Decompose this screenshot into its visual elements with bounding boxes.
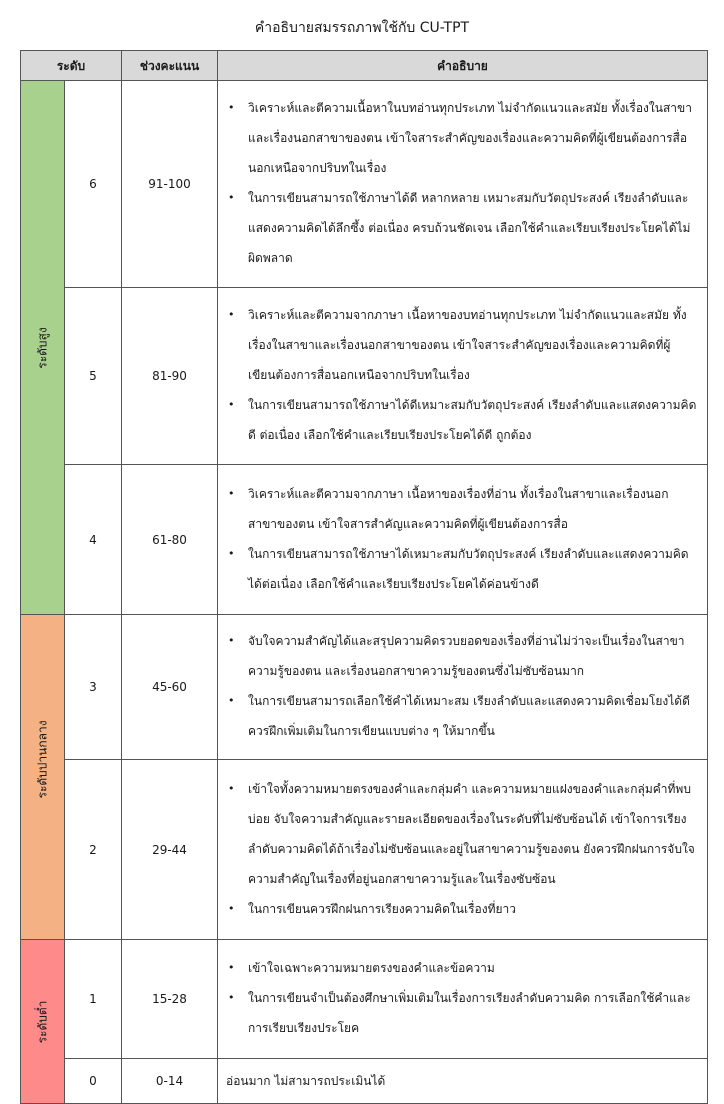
table-row bbox=[21, 1059, 708, 1104]
page-title: คำอธิบายสมรรถภาพใช้กับ CU-TPT bbox=[254, 20, 470, 36]
bullet-item: • ในการเขียนสามารถใช้ภาษาได้ดี หลากหลาย เหมาะสมกับวัตถุประสงค์ เรียงลำดับและแสดงความคิดได้ลึกซึ้ง ต่อเนื่อง ครบถ้วนชัดเจน เลือกใช้คำและเรียบเรียงประโยคได้ไม่ผิดพลาด bbox=[226, 183, 697, 273]
bullet-item: • ในการเขียนจำเป็นต้องศึกษาเพิ่มเติมในเรื่องการเรียงลำดับความคิด การเลือกใช้คำและการเรียบเรียงประโยค bbox=[226, 983, 697, 1043]
table-row bbox=[21, 288, 708, 465]
range-cell: 61-80 bbox=[122, 465, 218, 615]
level-cell: 0 bbox=[65, 1059, 122, 1104]
description-cell bbox=[218, 760, 708, 940]
level-cell: 2 bbox=[65, 760, 122, 940]
band-low bbox=[21, 940, 65, 1104]
bullet-item: • วิเคราะห์และตีความเนื้อหาในบทอ่านทุกประเภท ไม่จำกัดแนวและสมัย ทั้งเรื่องในสาขาและเรื่องนอกสาขาของตน เข้าใจสาระสำคัญของเรื่องและความคิดที่ผู้เขียนต้องการสื่อนอกเหนือจากปริบทในเรื่อง bbox=[226, 93, 697, 183]
band-label: ระดับต่ำ bbox=[35, 1000, 50, 1043]
bullet-item: • ในการเขียนสามารถเลือกใช้คำได้เหมาะสม เรียงลำดับและแสดงความคิดเชื่อมโยงได้ดี ควรฝึกเพิ่มเติมในการเขียนแบบต่าง ๆ ให้มากขึ้น bbox=[226, 686, 697, 746]
range-cell: 91-100 bbox=[122, 81, 218, 288]
level-cell: 1 bbox=[65, 940, 122, 1059]
band-label: ระดับปานกลาง bbox=[35, 720, 50, 799]
description-cell: อ่อนมาก ไม่สามารถประเมินได้ bbox=[218, 1059, 708, 1104]
bullet-item: • ในการเขียนควรฝึกฝนการเรียงความคิดในเรื่องที่ยาว bbox=[226, 894, 697, 924]
range-cell: 45-60 bbox=[122, 615, 218, 760]
table-row bbox=[21, 940, 708, 1059]
level-cell: 4 bbox=[65, 465, 122, 615]
table-row bbox=[21, 760, 708, 940]
header-range: ช่วงคะแนน bbox=[122, 51, 218, 81]
bullet-item: • วิเคราะห์และตีความจากภาษา เนื้อหาของบทอ่านทุกประเภท ไม่จำกัดแนวและสมัย ทั้งเรื่องในสาขาและเรื่องนอกสาขาของตน เข้าใจสาระสำคัญของเรื่องและความคิดที่ผู้เขียนต้องการสื่อนอกเหนือจากปริบทในเรื่อง bbox=[226, 300, 697, 390]
level-cell: 5 bbox=[65, 288, 122, 465]
range-cell: 29-44 bbox=[122, 760, 218, 940]
level-cell: 6 bbox=[65, 81, 122, 288]
description-cell bbox=[218, 465, 708, 615]
header-description: คำอธิบาย bbox=[218, 51, 708, 81]
description-cell bbox=[218, 288, 708, 465]
level-cell: 3 bbox=[65, 615, 122, 760]
range-cell: 81-90 bbox=[122, 288, 218, 465]
description-cell bbox=[218, 81, 708, 288]
bullet-item: • ในการเขียนสามารถใช้ภาษาได้ดีเหมาะสมกับวัตถุประสงค์ เรียงลำดับและแสดงความคิดดี ต่อเนื่อง เลือกใช้คำและเรียบเรียงประโยคได้ดี ถูกต้อง bbox=[226, 390, 697, 450]
description-cell bbox=[218, 940, 708, 1059]
bullet-item: • จับใจความสำคัญได้และสรุปความคิดรวบยอดของเรื่องที่อ่านไม่ว่าจะเป็นเรื่องในสาขาความรู้ของตน และเรื่องนอกสาขาความรู้ของตนซึ่งไม่ซับซ้อนมาก bbox=[226, 626, 697, 686]
table-row bbox=[21, 615, 708, 760]
band-label: ระดับสูง bbox=[35, 326, 50, 369]
table-row bbox=[21, 81, 708, 288]
bullet-item: • ในการเขียนสามารถใช้ภาษาได้เหมาะสมกับวัตถุประสงค์ เรียงลำดับและแสดงความคิดได้ต่อเนื่อง เลือกใช้คำและเรียบเรียงประโยคได้ค่อนข้างดี bbox=[226, 539, 697, 599]
bullet-item: • เข้าใจทั้งความหมายตรงของคำและกลุ่มคำ และความหมายแฝงของคำและกลุ่มคำที่พบบ่อย จับใจความสำคัญและรายละเอียดของเรื่องในระดับที่ไม่ซับซ้อนได้ เข้าใจการเรียงลำดับความคิดได้ถ้าเรื่องไม่ซับซ้อนและอยู่ในสาขาความรู้ของตน ยังควรฝึกฝนการจับใจความสำคัญในเรื่องที่อยู่นอกสาขาความรู้และในเรื่องซับซ้อน bbox=[226, 774, 697, 894]
band-high bbox=[21, 81, 65, 615]
bullet-item: • วิเคราะห์และตีความจากภาษา เนื้อหาของเรื่องที่อ่าน ทั้งเรื่องในสาขาและเรื่องนอกสาขาของตน เข้าใจสารสำคัญและความคิดที่ผู้เขียนต้องการสื่อ bbox=[226, 479, 697, 539]
bullet-item: • เข้าใจเฉพาะความหมายตรงของคำและข้อความ bbox=[226, 953, 697, 983]
table-header-row bbox=[21, 51, 708, 81]
description-cell bbox=[218, 615, 708, 760]
table-row bbox=[21, 465, 708, 615]
range-cell: 0-14 bbox=[122, 1059, 218, 1104]
range-cell: 15-28 bbox=[122, 940, 218, 1059]
header-level: ระดับ bbox=[21, 51, 122, 81]
band-mid bbox=[21, 615, 65, 940]
competency-table bbox=[20, 50, 708, 1104]
